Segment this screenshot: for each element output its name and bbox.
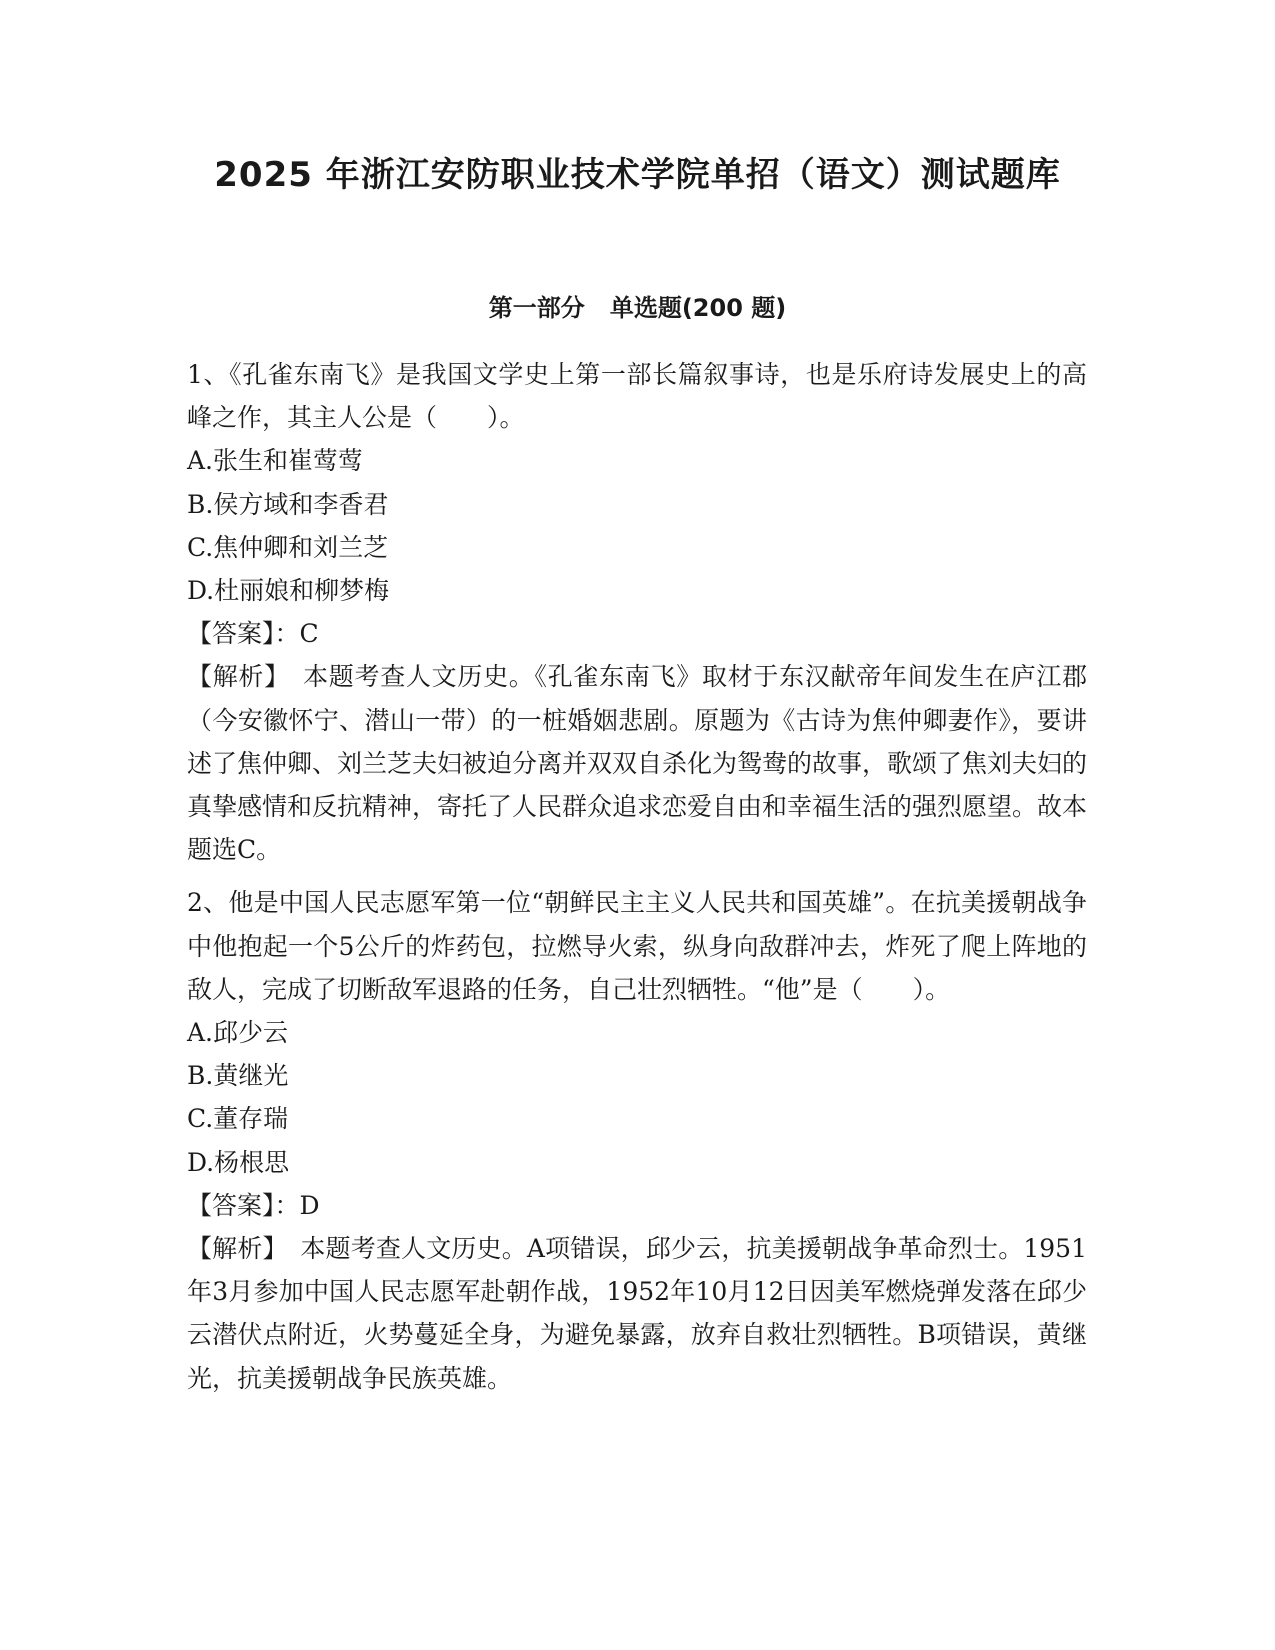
question-list xyxy=(187,353,1087,1400)
question-stem: 2、他是中国人民志愿军第一位“朝鲜民主主义人民共和国英雄”。在抗美援朝战争中他抱起一个5公斤的炸药包，拉燃导火索，纵身向敌群冲去，炸死了爬上阵地的敌人，完成了切断敌军退路的任务，自己壮烈牺牲。“他”是（ ）。 xyxy=(187,888,1087,1004)
option-b: B.黄继光 xyxy=(187,1061,289,1091)
question-stem: 1、《孔雀东南飞》是我国文学史上第一部长篇叙事诗，也是乐府诗发展史上的高峰之作，其主人公是（ ）。 xyxy=(187,360,1087,433)
analysis-text: 【解析】 本题考查人文历史。A项错误，邱少云，抗美援朝战争革命烈士。1951年3月参加中国人民志愿军赴朝作战，1952年10月12日因美军燃烧弹发落在邱少云潜伏点附近，火势蔓延全身，为避免暴露，放弃自救壮烈牺牲。B项错误，黄继光，抗美援朝战争民族英雄。 xyxy=(187,1234,1087,1393)
option-d: D.杜丽娘和柳梦梅 xyxy=(187,576,390,606)
option-a: A.张生和崔莺莺 xyxy=(187,446,364,476)
answer-line: 【答案】：D xyxy=(187,1190,320,1220)
question-item xyxy=(187,881,1087,1399)
option-d: D.杨根思 xyxy=(187,1147,290,1177)
option-b: B.侯方域和李香君 xyxy=(187,489,389,519)
section-heading: 第一部分 单选题(200 题) xyxy=(488,294,787,322)
answer-line: 【答案】：C xyxy=(187,619,319,649)
document-title: 2025 年浙江安防职业技术学院单招（语文）测试题库 xyxy=(214,155,1061,195)
option-a: A.邱少云 xyxy=(187,1018,289,1048)
analysis-text: 【解析】 本题考查人文历史。《孔雀东南飞》取材于东汉献帝年间发生在庐江郡（今安徽怀宁、潜山一带）的一桩婚姻悲剧。原题为《古诗为焦仲卿妻作》，要讲述了焦仲卿、刘兰芝夫妇被迫分离并双双自杀化为鸳鸯的故事，歌颂了焦刘夫妇的真挚感情和反抗精神，寄托了人民群众追求恋爱自由和幸福生活的强烈愿望。故本题选C。 xyxy=(187,662,1088,865)
question-item xyxy=(187,353,1087,871)
option-c: C.焦仲卿和刘兰芝 xyxy=(187,532,389,562)
option-c: C.董存瑞 xyxy=(187,1104,289,1134)
